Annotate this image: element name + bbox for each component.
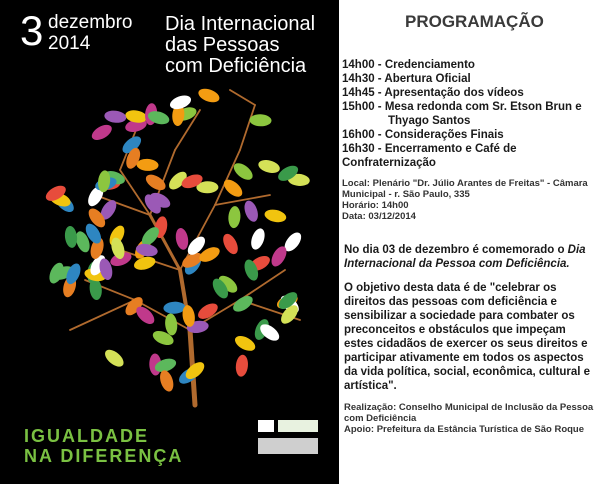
event-info: Local: Plenário "Dr. Júlio Arantes de Freitas" - Câmara (342, 178, 588, 189)
credit-line: Realização: Conselho Municipal de Inclusão da Pessoa (344, 402, 594, 413)
sponsor-logos (258, 420, 320, 458)
objective-line: O objetivo desta data é de "celebrar os (344, 282, 557, 294)
tree-leaf (163, 301, 186, 314)
schedule-item: Thyago Santos (388, 115, 471, 127)
tree-leaf (102, 347, 127, 370)
schedule-item: 15h00 - Mesa redonda com Sr. Etson Brun e (342, 101, 582, 113)
event-info: Municipal - r. São Paulo, 335 (342, 189, 470, 200)
objective-line: artística". (344, 380, 397, 392)
tree-branch (215, 150, 240, 205)
objective-line: preconceitos e obstáculos que impeçam (344, 324, 566, 336)
schedule-item: 14h00 - Credenciamento (342, 59, 475, 71)
schedule-item: 16h00 - Considerações Finais (342, 129, 504, 141)
tree-leaf (249, 114, 271, 127)
tree-leaf (221, 176, 245, 199)
tree-branch (230, 90, 255, 105)
tree-leaf (263, 208, 287, 224)
tree-leaf (228, 206, 242, 229)
poster-slogan-line: NA DIFERENÇA (24, 446, 184, 466)
poster-title-line: das Pessoas (165, 34, 280, 56)
poster-title-line: com Deficiência (165, 55, 307, 77)
tree-leaf (249, 227, 268, 252)
tree-leaf (197, 86, 222, 105)
tree-leaf (143, 171, 168, 193)
schedule-item: 14h45 - Apresentação dos vídeos (342, 87, 524, 99)
tree-branch (120, 170, 150, 215)
sponsor-logo (258, 420, 274, 432)
intro-paragraph (344, 243, 596, 271)
objective-line: participar ativamente em todos os aspectos (344, 352, 584, 364)
tree-branch (215, 195, 270, 205)
objective-line: direitos das pessoas com deficiência e (344, 296, 557, 308)
tree-branch (240, 105, 255, 150)
event-info: Horário: 14h00 (342, 200, 409, 211)
tree-leaf (257, 158, 281, 175)
tree-leaf (104, 109, 127, 124)
tree-leaf (220, 231, 241, 256)
sponsor-logo (278, 420, 318, 432)
poster-day: 3 (20, 7, 44, 54)
objective-line: estes cidadãos de exercer os seus direitos e (344, 338, 588, 350)
objective-line: sensibilizar a sociedade para combater os (344, 310, 575, 322)
tree-leaf (235, 354, 249, 377)
event-info: Data: 03/12/2014 (342, 211, 416, 222)
tree-leaf (64, 225, 79, 248)
tree-leaf (242, 199, 261, 224)
intro-text: No dia 03 de dezembro é comemorado o (344, 244, 568, 256)
objective-line: da vida política, social, econômica, cultural e (344, 366, 591, 378)
tree-branch (70, 300, 135, 330)
tree-leaf (174, 227, 190, 251)
credit-line: com Deficiência (344, 413, 417, 424)
poster-title-line: Dia Internacional (165, 13, 316, 35)
tree-leaf (233, 333, 258, 354)
program-title: PROGRAMAÇÃO (405, 12, 544, 31)
schedule-item: 14h30 - Abertura Oficial (342, 73, 471, 85)
credit-line: Apoio: Prefeitura da Estância Turística de São Roque (344, 424, 585, 435)
poster-month: dezembro (48, 12, 133, 33)
intro-emphasis: Dia Internacional da Pessoa com Deficiência. (344, 244, 586, 270)
sponsor-logo (258, 438, 318, 454)
tree-leaf (89, 122, 114, 143)
tree-leaf (158, 369, 176, 394)
schedule-item: 16h30 - Encerramento e Café de (342, 143, 517, 155)
schedule-item: Confraternização (342, 157, 436, 169)
poster-slogan-line: IGUALDADE (24, 426, 149, 446)
tree-leaf (136, 158, 159, 171)
poster-year: 2014 (48, 33, 91, 54)
